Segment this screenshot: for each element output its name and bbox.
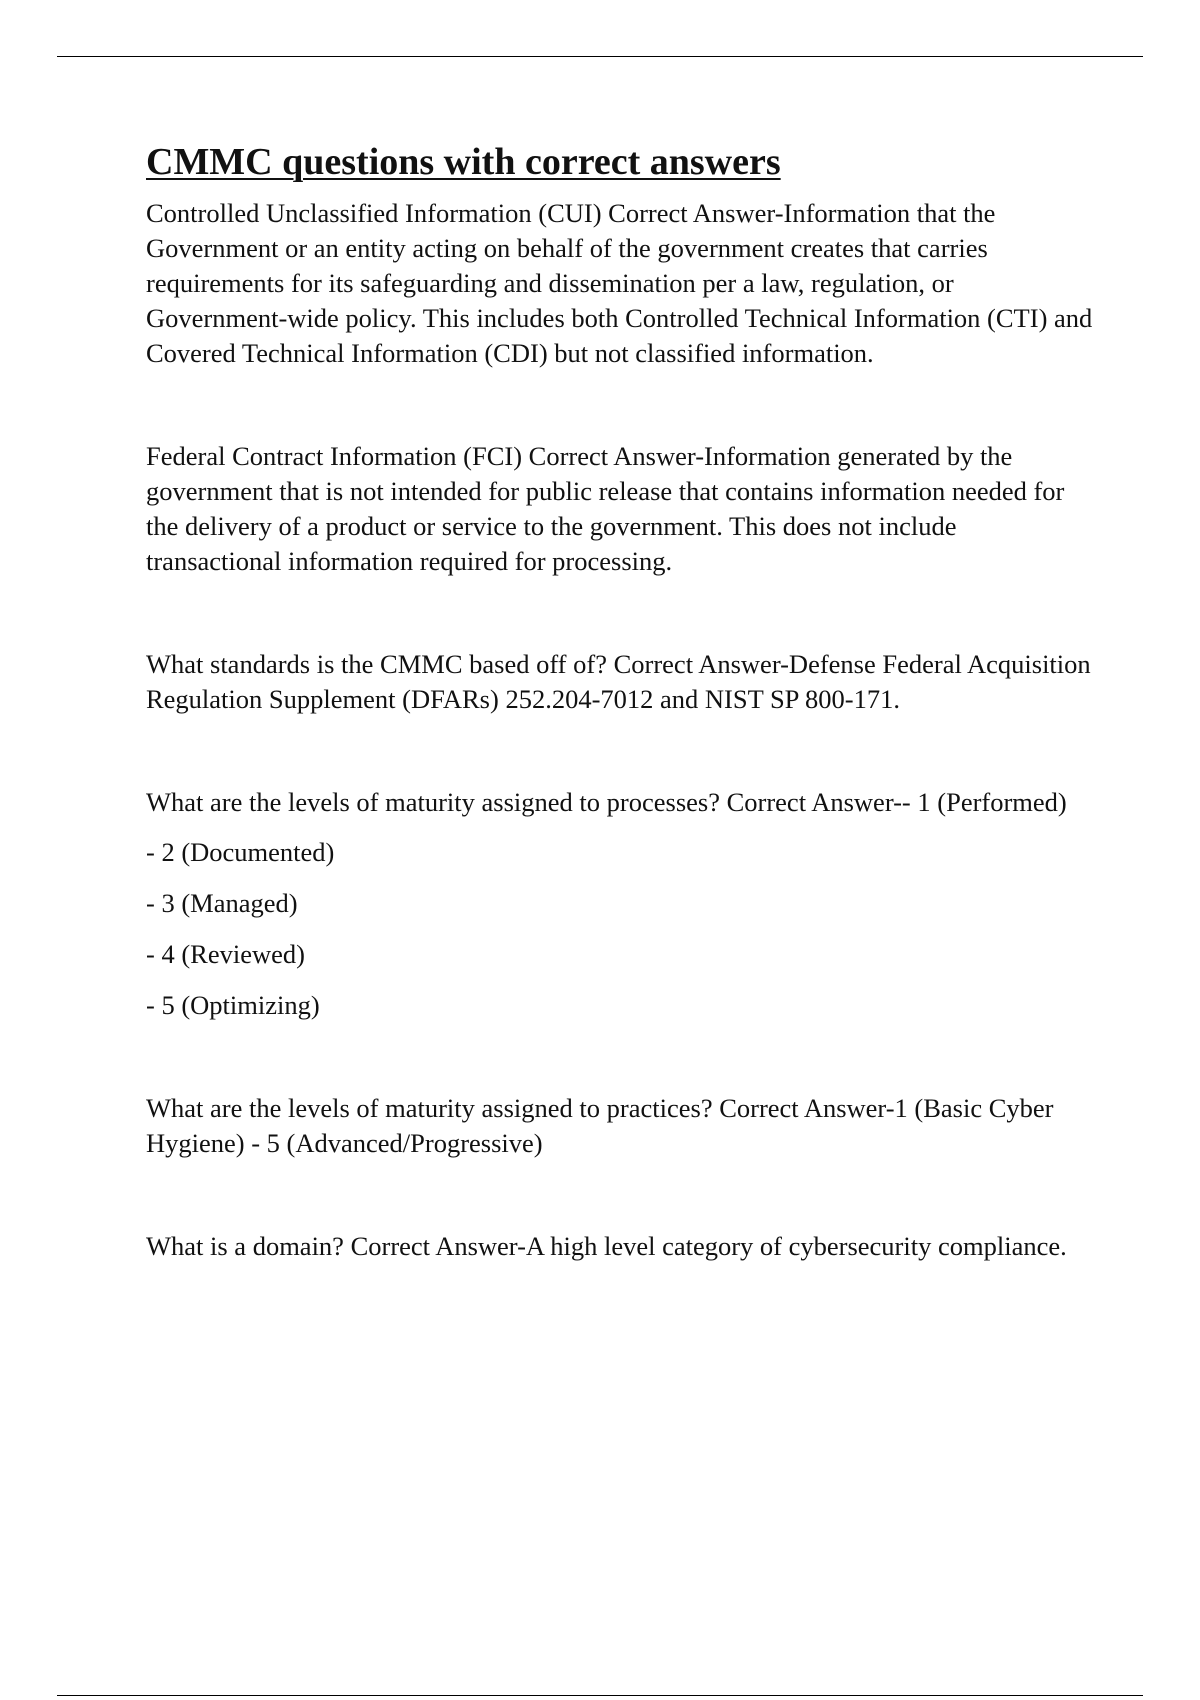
process-level-4: - 4 (Reviewed) bbox=[146, 938, 305, 969]
qa-domain: What is a domain? Correct Answer-A high level category of cybersecurity compliance. bbox=[146, 1230, 1067, 1261]
qa-practice-maturity: What are the levels of maturity assigned to practices? Correct Answer-1 (Basic Cyber Hygiene) - 5 (Advanced/Progressive) bbox=[146, 1092, 1054, 1158]
qa-cmmc-standards: What standards is the CMMC based off of? Correct Answer-Defense Federal Acquisition Regulation Supplement (DFARs) 252.204-7012 and NIST SP 800-171. bbox=[146, 648, 1091, 714]
top-rule bbox=[57, 56, 1143, 57]
process-level-2: - 2 (Documented) bbox=[146, 836, 335, 867]
qa-process-maturity: What are the levels of maturity assigned to processes? Correct Answer-- 1 (Performed) bbox=[146, 786, 1067, 817]
qa-cui: Controlled Unclassified Information (CUI) Correct Answer-Information that the Government or an entity acting on behalf of the government creates that carries requirements for its safeguarding and dissemination per a law, regulation, or Government-wide policy. This includes both Controlled Technical Information (CTI) and Covered Technical Information (CDI) but not classified information. bbox=[146, 197, 1093, 368]
process-level-3: - 3 (Managed) bbox=[146, 887, 298, 918]
bottom-rule bbox=[57, 1695, 1143, 1696]
process-level-5: - 5 (Optimizing) bbox=[146, 989, 320, 1020]
qa-fci: Federal Contract Information (FCI) Correct Answer-Information generated by the government that is not intended for public release that contains information needed for the delivery of a product or service to the government. This does not include transactional information required for processing. bbox=[146, 440, 1065, 576]
document-title: CMMC questions with correct answers bbox=[146, 141, 781, 183]
document-body bbox=[146, 140, 1096, 1264]
